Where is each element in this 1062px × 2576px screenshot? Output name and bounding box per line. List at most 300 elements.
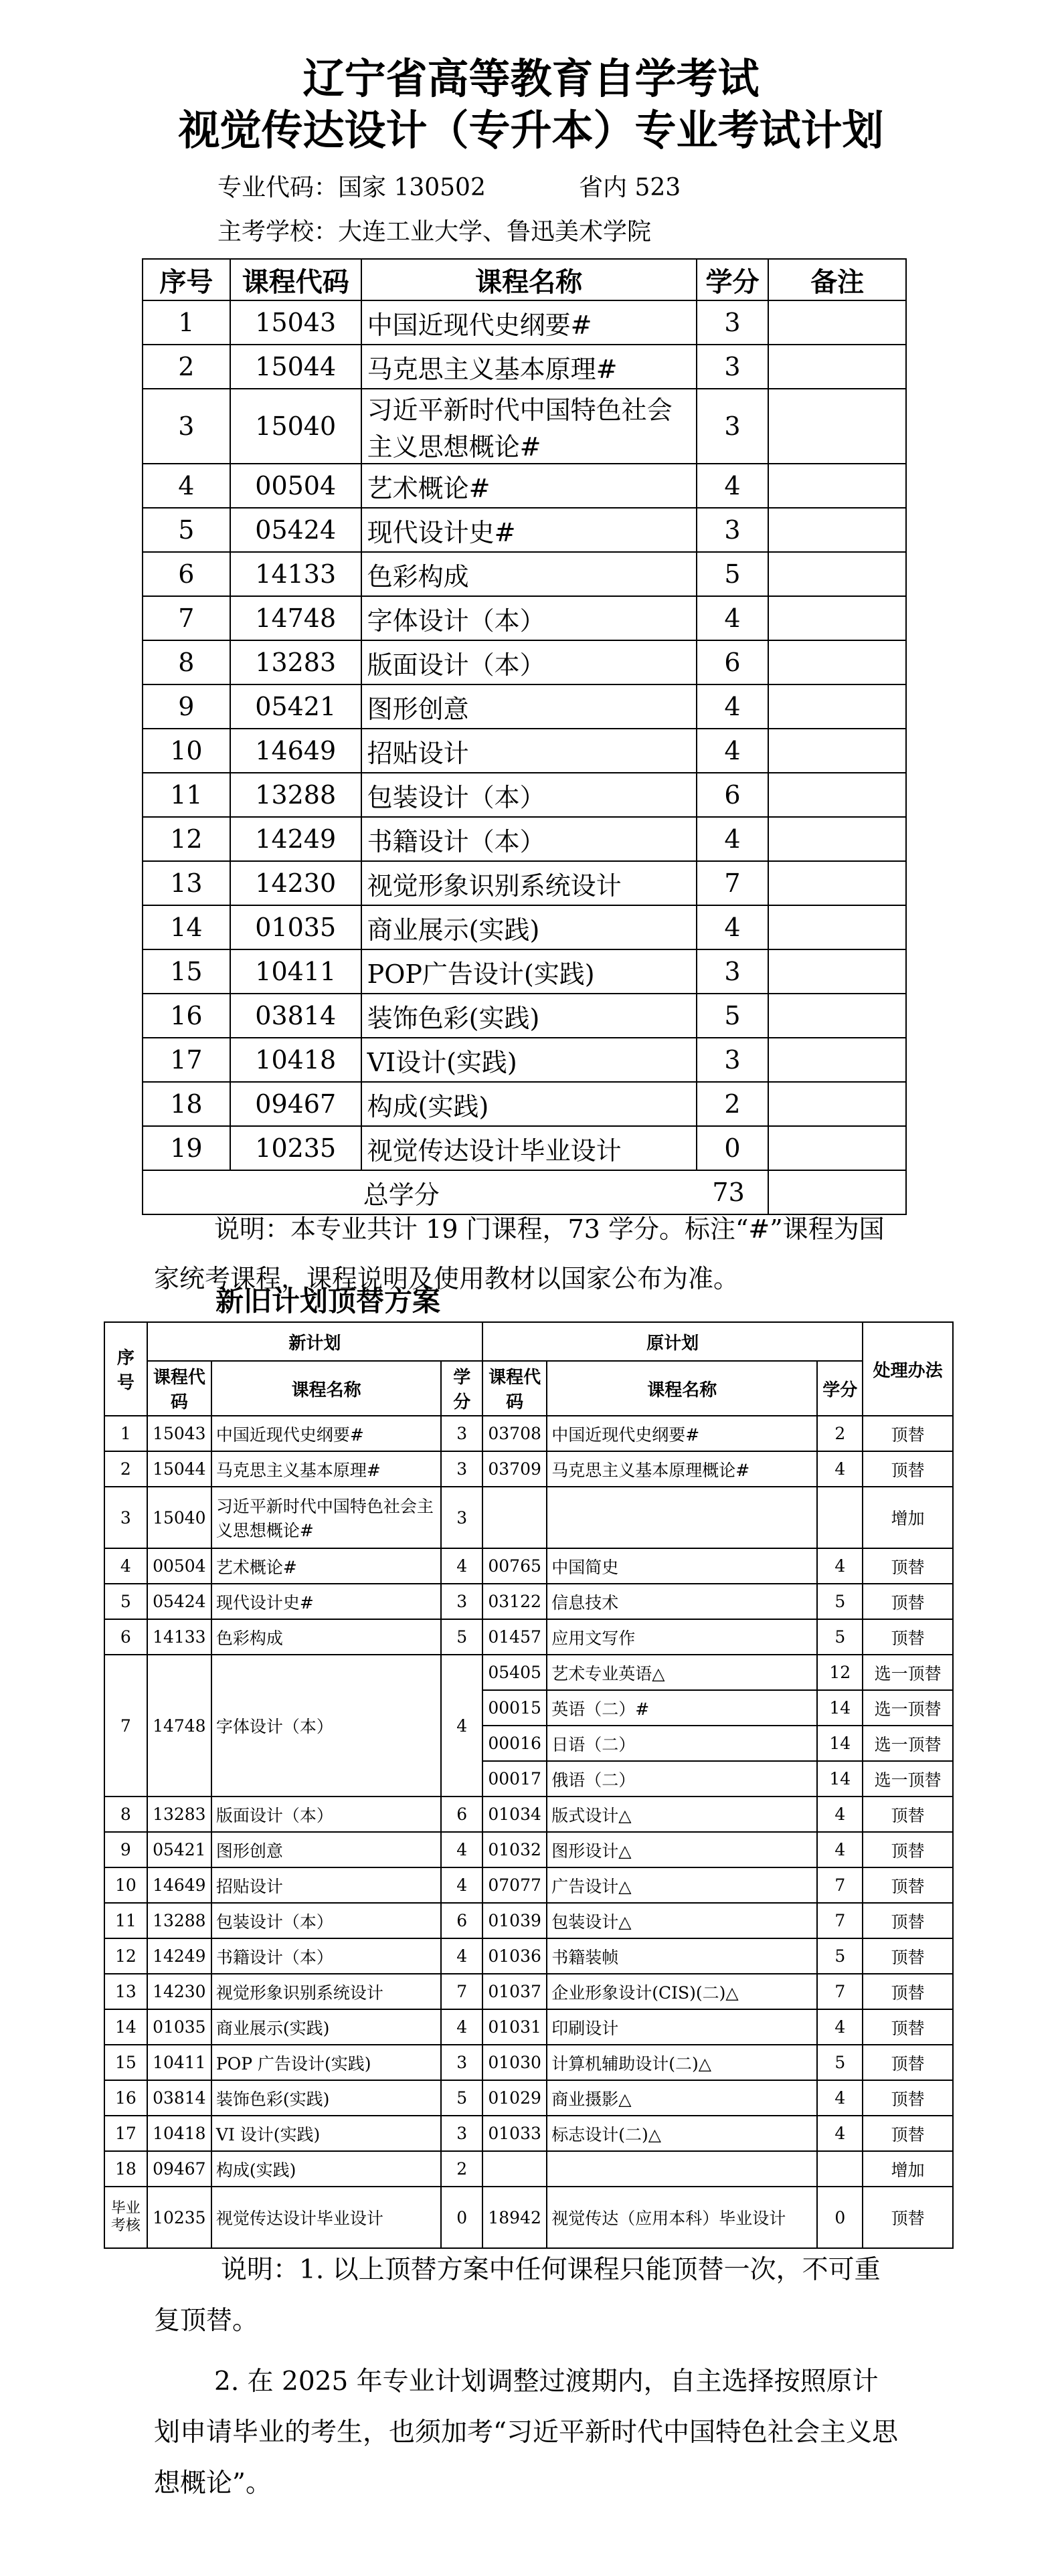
cell-seq: 13 (104, 1974, 147, 2009)
cell-credit: 3 (697, 345, 769, 389)
total-label: 总学分 (143, 1170, 768, 1214)
cell-code: 14649 (230, 729, 361, 773)
plan-note: 说明：本专业共计 19 门课程，73 学分。标注“#”课程为国家统考课程，课程说明及使用教材以国家公布为准。 (154, 1214, 885, 1293)
cell-old-credit: 7 (817, 1903, 863, 1938)
header-seq: 序号 (104, 1322, 147, 1416)
cell-method: 增加 (863, 2151, 953, 2187)
cell-old-code: 00765 (482, 1548, 547, 1584)
cell-name: 图形创意 (361, 684, 697, 729)
cell-old-credit: 4 (817, 2009, 863, 2045)
cell-old-name: 标志设计(二)△ (547, 2116, 817, 2151)
cell-new-name: 商业展示(实践) (211, 2009, 441, 2045)
cell-old-credit: 4 (817, 1797, 863, 1832)
cell-new-credit: 3 (441, 2045, 482, 2080)
cell-seq: 15 (143, 949, 230, 994)
cell-method: 顶替 (863, 1451, 953, 1487)
header-code: 课程代码 (230, 259, 361, 300)
cell-credit: 3 (697, 1038, 769, 1082)
cell-new-name: POP 广告设计(实践) (211, 2045, 441, 2080)
header-old-code: 课程代码 (482, 1361, 547, 1416)
cell-new-credit: 2 (441, 2151, 482, 2187)
cell-method: 选一顶替 (863, 1761, 953, 1797)
cell-name: 马克思主义基本原理# (361, 345, 697, 389)
table-row (104, 2045, 953, 2080)
cell-credit: 0 (697, 1126, 769, 1170)
header-old-name: 课程名称 (547, 1361, 817, 1416)
header-name: 课程名称 (361, 259, 697, 300)
cell-seq: 5 (104, 1584, 147, 1619)
cell-name: 视觉形象识别系统设计 (361, 861, 697, 905)
cell-old-code: 00016 (482, 1726, 547, 1761)
cell-method: 顶替 (863, 2080, 953, 2116)
cell-new-code: 15040 (147, 1487, 211, 1548)
cell-code: 01035 (230, 905, 361, 949)
cell-seq: 18 (104, 2151, 147, 2187)
cell-old-code: 03709 (482, 1451, 547, 1487)
cell-name: 招贴设计 (361, 729, 697, 773)
cell-seq: 19 (143, 1126, 230, 1170)
cell-new-credit: 6 (441, 1797, 482, 1832)
cell-new-code: 15044 (147, 1451, 211, 1487)
cell-old-name: 商业摄影△ (547, 2080, 817, 2116)
cell-seq: 1 (104, 1416, 147, 1451)
table-row (143, 861, 906, 905)
cell-method: 顶替 (863, 1416, 953, 1451)
cell-method: 顶替 (863, 1548, 953, 1584)
cell-credit: 5 (697, 552, 769, 596)
cell-new-credit: 0 (441, 2187, 482, 2248)
cell-old-code: 01033 (482, 2116, 547, 2151)
replacement-note-2: 2. 在 2025 年专业计划调整过渡期内，自主选择按照原计划申请毕业的考生，也须加考“习近平新时代中国特色社会主义思想概论”。 (154, 2367, 898, 2498)
cell-name: 习近平新时代中国特色社会主义思想概论# (361, 389, 697, 464)
cell-old-name: 印刷设计 (547, 2009, 817, 2045)
header-new-name: 课程名称 (211, 1361, 441, 1416)
cell-credit: 6 (697, 640, 769, 684)
cell-remark (768, 640, 906, 684)
cell-name: 版面设计（本） (361, 640, 697, 684)
cell-old-code (482, 1487, 547, 1548)
cell-old-code: 01029 (482, 2080, 547, 2116)
table-row (104, 1832, 953, 1867)
table-row (104, 1451, 953, 1487)
table-row (143, 1126, 906, 1170)
cell-new-name: 视觉形象识别系统设计 (211, 1974, 441, 2009)
header-old-credit: 学分 (817, 1361, 863, 1416)
cell-old-credit: 4 (817, 1548, 863, 1584)
cell-old-credit (817, 2151, 863, 2187)
cell-seq: 10 (104, 1867, 147, 1903)
cell-new-name: 图形创意 (211, 1832, 441, 1867)
cell-credit: 4 (697, 684, 769, 729)
cell-remark (768, 949, 906, 994)
cell-code: 10411 (230, 949, 361, 994)
cell-new-code: 14748 (147, 1655, 211, 1797)
cell-old-credit: 7 (817, 1867, 863, 1903)
cell-new-code: 03814 (147, 2080, 211, 2116)
cell-old-credit: 14 (817, 1690, 863, 1726)
cell-seq: 2 (104, 1451, 147, 1487)
cell-old-code (482, 2151, 547, 2187)
cell-new-code: 10235 (147, 2187, 211, 2248)
major-code: 专业代码：国家 130502 (217, 174, 486, 201)
table-row (104, 1487, 953, 1548)
cell-method: 顶替 (863, 1867, 953, 1903)
cell-new-credit: 4 (441, 1867, 482, 1903)
table-row (104, 1548, 953, 1584)
cell-code: 14748 (230, 596, 361, 640)
table-row (143, 508, 906, 552)
cell-new-name: 招贴设计 (211, 1867, 441, 1903)
cell-code: 15043 (230, 300, 361, 345)
cell-old-credit: 5 (817, 2045, 863, 2080)
cell-method: 顶替 (863, 1619, 953, 1655)
cell-code: 05424 (230, 508, 361, 552)
cell-old-name: 马克思主义基本原理概论# (547, 1451, 817, 1487)
table-row (143, 464, 906, 508)
cell-new-name: 字体设计（本） (211, 1655, 441, 1797)
cell-seq: 17 (143, 1038, 230, 1082)
table-row (143, 1082, 906, 1126)
table-row (143, 345, 906, 389)
cell-code: 13283 (230, 640, 361, 684)
cell-method: 顶替 (863, 1903, 953, 1938)
cell-old-credit (817, 1487, 863, 1548)
cell-seq: 1 (143, 300, 230, 345)
cell-code: 15044 (230, 345, 361, 389)
cell-new-name: 版面设计（本） (211, 1797, 441, 1832)
cell-credit: 4 (697, 905, 769, 949)
table-row (143, 596, 906, 640)
table-row (143, 389, 906, 464)
cell-method: 增加 (863, 1487, 953, 1548)
cell-new-name: 中国近现代史纲要# (211, 1416, 441, 1451)
cell-remark (768, 905, 906, 949)
cell-new-name: 构成(实践) (211, 2151, 441, 2187)
table-row (143, 684, 906, 729)
cell-new-credit: 4 (441, 1938, 482, 1974)
table-row (143, 817, 906, 861)
cell-new-code: 14230 (147, 1974, 211, 2009)
document-title-line1: 辽宁省高等教育自学考试 (302, 54, 760, 103)
table-header-row (143, 259, 906, 300)
cell-new-name: 包装设计（本） (211, 1903, 441, 1938)
cell-old-credit: 14 (817, 1726, 863, 1761)
table-row (104, 2009, 953, 2045)
cell-name: 构成(实践) (361, 1082, 697, 1126)
cell-code: 10418 (230, 1038, 361, 1082)
table-row (104, 1867, 953, 1903)
cell-remark (768, 773, 906, 817)
table-row (104, 1797, 953, 1832)
cell-seq: 3 (143, 389, 230, 464)
cell-method: 选一顶替 (863, 1690, 953, 1726)
cell-method: 顶替 (863, 2116, 953, 2151)
cell-new-code: 10418 (147, 2116, 211, 2151)
cell-seq: 10 (143, 729, 230, 773)
table-row (104, 1655, 953, 1690)
cell-new-credit: 5 (441, 2080, 482, 2116)
cell-new-credit: 4 (441, 2009, 482, 2045)
cell-name: POP广告设计(实践) (361, 949, 697, 994)
cell-old-code: 01031 (482, 2009, 547, 2045)
cell-old-code: 01039 (482, 1903, 547, 1938)
cell-seq: 17 (104, 2116, 147, 2151)
exam-plan-table (142, 258, 907, 1215)
cell-new-credit: 5 (441, 1619, 482, 1655)
cell-remark (768, 1038, 906, 1082)
cell-new-name: 书籍设计（本） (211, 1938, 441, 1974)
cell-new-code: 14133 (147, 1619, 211, 1655)
cell-credit: 3 (697, 949, 769, 994)
cell-old-name: 图形设计△ (547, 1832, 817, 1867)
cell-code: 05421 (230, 684, 361, 729)
cell-new-code: 09467 (147, 2151, 211, 2187)
cell-seq: 3 (104, 1487, 147, 1548)
cell-new-code: 10411 (147, 2045, 211, 2080)
cell-new-code: 05421 (147, 1832, 211, 1867)
cell-remark (768, 729, 906, 773)
cell-code: 14230 (230, 861, 361, 905)
document-title-line2: 视觉传达设计（专升本）专业考试计划 (178, 106, 884, 155)
table-row (143, 300, 906, 345)
cell-method: 顶替 (863, 1832, 953, 1867)
cell-seq: 6 (104, 1619, 147, 1655)
cell-name: 书籍设计（本） (361, 817, 697, 861)
cell-remark (768, 345, 906, 389)
cell-old-credit: 5 (817, 1584, 863, 1619)
cell-old-name: 艺术专业英语△ (547, 1655, 817, 1690)
cell-new-credit: 4 (441, 1832, 482, 1867)
cell-seq: 13 (143, 861, 230, 905)
cell-new-credit: 3 (441, 2116, 482, 2151)
cell-old-credit: 7 (817, 1974, 863, 2009)
cell-code: 00504 (230, 464, 361, 508)
cell-new-name: 马克思主义基本原理# (211, 1451, 441, 1487)
cell-old-name: 广告设计△ (547, 1867, 817, 1903)
cell-name: 装饰色彩(实践) (361, 994, 697, 1038)
cell-new-code: 14249 (147, 1938, 211, 1974)
cell-remark (768, 1082, 906, 1126)
cell-old-code: 01030 (482, 2045, 547, 2080)
table-row (104, 1974, 953, 2009)
cell-remark (768, 389, 906, 464)
cell-credit: 3 (697, 389, 769, 464)
cell-old-credit: 5 (817, 1619, 863, 1655)
cell-old-code: 01034 (482, 1797, 547, 1832)
cell-old-code: 00015 (482, 1690, 547, 1726)
cell-name: 字体设计（本） (361, 596, 697, 640)
cell-old-code: 00017 (482, 1761, 547, 1797)
table-row (104, 1619, 953, 1655)
cell-old-code: 07077 (482, 1867, 547, 1903)
cell-old-credit: 0 (817, 2187, 863, 2248)
header-new-credit: 学分 (441, 1361, 482, 1416)
table-row (143, 729, 906, 773)
cell-new-name: 装饰色彩(实践) (211, 2080, 441, 2116)
cell-seq: 5 (143, 508, 230, 552)
table-row (143, 773, 906, 817)
cell-remark (768, 684, 906, 729)
cell-code: 13288 (230, 773, 361, 817)
header-remark: 备注 (768, 259, 906, 300)
cell-new-credit: 3 (441, 1451, 482, 1487)
cell-new-code: 13283 (147, 1797, 211, 1832)
cell-new-name: VI 设计(实践) (211, 2116, 441, 2151)
cell-seq: 6 (143, 552, 230, 596)
cell-name: 中国近现代史纲要# (361, 300, 697, 345)
cell-old-code: 03122 (482, 1584, 547, 1619)
cell-seq: 8 (104, 1797, 147, 1832)
cell-code: 15040 (230, 389, 361, 464)
cell-method: 选一顶替 (863, 1726, 953, 1761)
cell-credit: 6 (697, 773, 769, 817)
cell-seq: 毕业考核 (104, 2187, 147, 2248)
cell-old-name: 企业形象设计(CIS)(二)△ (547, 1974, 817, 2009)
cell-name: 包装设计（本） (361, 773, 697, 817)
cell-credit: 4 (697, 729, 769, 773)
cell-old-name: 中国近现代史纲要# (547, 1416, 817, 1451)
cell-old-name: 应用文写作 (547, 1619, 817, 1655)
cell-new-name: 现代设计史# (211, 1584, 441, 1619)
header-seq: 序号 (143, 259, 230, 300)
replacement-table (104, 1321, 954, 2249)
cell-old-name: 日语（二） (547, 1726, 817, 1761)
cell-code: 10235 (230, 1126, 361, 1170)
cell-credit: 7 (697, 861, 769, 905)
cell-method: 顶替 (863, 2045, 953, 2080)
cell-new-credit: 3 (441, 1584, 482, 1619)
cell-credit: 4 (697, 817, 769, 861)
cell-name: 色彩构成 (361, 552, 697, 596)
cell-old-credit: 4 (817, 1832, 863, 1867)
header-credit: 学分 (697, 259, 769, 300)
cell-old-code: 01032 (482, 1832, 547, 1867)
cell-seq: 12 (104, 1938, 147, 1974)
cell-new-code: 14649 (147, 1867, 211, 1903)
table-row (143, 640, 906, 684)
cell-method: 顶替 (863, 2187, 953, 2248)
cell-old-credit: 12 (817, 1655, 863, 1690)
cell-new-credit: 3 (441, 1416, 482, 1451)
cell-old-name: 英语（二）# (547, 1690, 817, 1726)
cell-method: 顶替 (863, 1938, 953, 1974)
cell-old-code: 05405 (482, 1655, 547, 1690)
cell-seq: 12 (143, 817, 230, 861)
cell-new-name: 色彩构成 (211, 1619, 441, 1655)
cell-remark (768, 817, 906, 861)
cell-old-name (547, 1487, 817, 1548)
cell-credit: 4 (697, 464, 769, 508)
table-row (143, 994, 906, 1038)
cell-old-name: 信息技术 (547, 1584, 817, 1619)
cell-seq: 7 (104, 1655, 147, 1797)
cell-old-name (547, 2151, 817, 2187)
cell-credit: 4 (697, 596, 769, 640)
cell-code: 03814 (230, 994, 361, 1038)
cell-seq: 4 (143, 464, 230, 508)
cell-method: 选一顶替 (863, 1655, 953, 1690)
cell-remark (768, 1126, 906, 1170)
cell-old-name: 版式设计△ (547, 1797, 817, 1832)
cell-new-code: 00504 (147, 1548, 211, 1584)
table-row (104, 1938, 953, 1974)
cell-old-credit: 14 (817, 1761, 863, 1797)
cell-old-name: 中国简史 (547, 1548, 817, 1584)
cell-old-name: 书籍装帧 (547, 1938, 817, 1974)
cell-old-credit: 4 (817, 2080, 863, 2116)
cell-seq: 15 (104, 2045, 147, 2080)
cell-old-code: 03708 (482, 1416, 547, 1451)
cell-old-credit: 5 (817, 1938, 863, 1974)
cell-remark (768, 508, 906, 552)
cell-remark (768, 552, 906, 596)
cell-credit: 3 (697, 300, 769, 345)
cell-name: 视觉传达设计毕业设计 (361, 1126, 697, 1170)
cell-new-credit: 7 (441, 1974, 482, 2009)
cell-new-name: 视觉传达设计毕业设计 (211, 2187, 441, 2248)
cell-old-credit: 4 (817, 1451, 863, 1487)
cell-new-name: 艺术概论# (211, 1548, 441, 1584)
cell-old-code: 01036 (482, 1938, 547, 1974)
cell-seq: 9 (104, 1832, 147, 1867)
cell-old-name: 俄语（二） (547, 1761, 817, 1797)
cell-seq: 9 (143, 684, 230, 729)
table-row (104, 1903, 953, 1938)
cell-remark (768, 300, 906, 345)
table-row (143, 949, 906, 994)
cell-credit: 3 (697, 508, 769, 552)
cell-remark (768, 994, 906, 1038)
header-new-code: 课程代码 (147, 1361, 211, 1416)
cell-old-code: 18942 (482, 2187, 547, 2248)
cell-old-name: 包装设计△ (547, 1903, 817, 1938)
table-row (104, 2080, 953, 2116)
cell-old-credit: 4 (817, 2116, 863, 2151)
cell-remark (768, 596, 906, 640)
cell-credit: 2 (697, 1082, 769, 1126)
header-old-plan: 原计划 (482, 1322, 863, 1361)
table-row (104, 1416, 953, 1451)
cell-method: 顶替 (863, 1584, 953, 1619)
header-new-plan: 新计划 (147, 1322, 482, 1361)
cell-seq: 16 (143, 994, 230, 1038)
cell-seq: 14 (104, 2009, 147, 2045)
replacement-title: 新旧计划顶替方案 (215, 1285, 441, 1317)
cell-code: 14249 (230, 817, 361, 861)
cell-seq: 7 (143, 596, 230, 640)
cell-new-code: 15043 (147, 1416, 211, 1451)
cell-credit: 5 (697, 994, 769, 1038)
table-row (104, 1584, 953, 1619)
cell-new-name: 习近平新时代中国特色社会主义思想概论# (211, 1487, 441, 1548)
cell-name: VI设计(实践) (361, 1038, 697, 1082)
total-value: 73 (768, 1170, 906, 1214)
table-row (104, 2116, 953, 2151)
cell-new-credit: 6 (441, 1903, 482, 1938)
cell-method: 顶替 (863, 2009, 953, 2045)
cell-name: 商业展示(实践) (361, 905, 697, 949)
table-row (104, 2151, 953, 2187)
table-row (143, 905, 906, 949)
host-schools: 主考学校：大连工业大学、鲁迅美术学院 (217, 218, 652, 246)
table-row (104, 2187, 953, 2248)
table-row (143, 1038, 906, 1082)
cell-remark (768, 464, 906, 508)
cell-remark (768, 861, 906, 905)
cell-old-name: 视觉传达（应用本科）毕业设计 (547, 2187, 817, 2248)
cell-new-credit: 4 (441, 1655, 482, 1797)
header-method: 处理办法 (863, 1322, 953, 1416)
